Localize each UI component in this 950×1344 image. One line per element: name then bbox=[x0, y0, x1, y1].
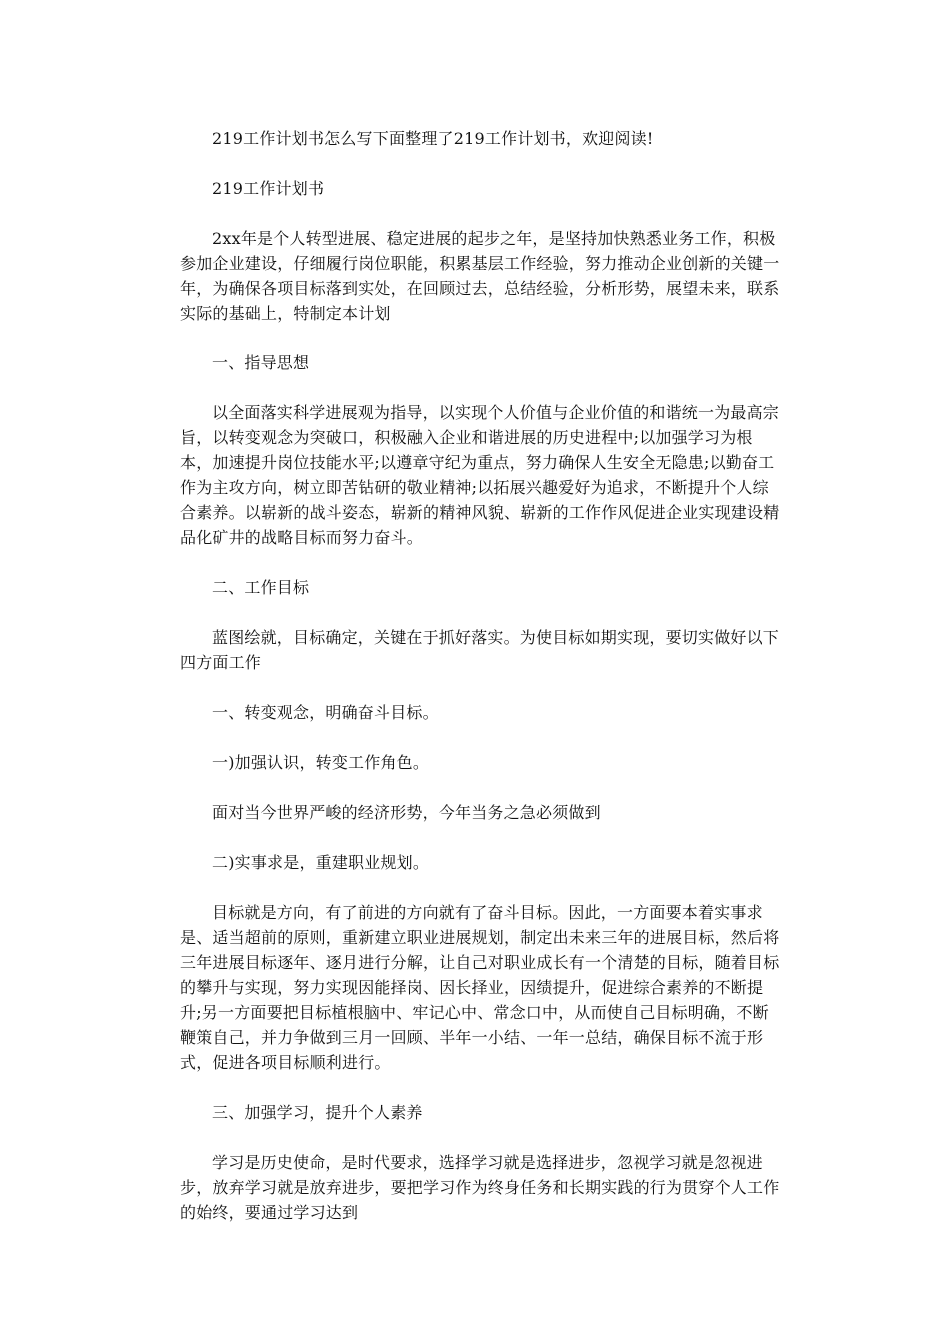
document-title: 219工作计划书 bbox=[212, 179, 325, 198]
subheading-change-mindset: 一、转变观念，明确奋斗目标。 bbox=[212, 703, 439, 722]
subheading-strengthen-awareness: 一)加强认识，转变工作角色。 bbox=[212, 753, 430, 772]
intro-line: 219工作计划书怎么写下面整理了219工作计划书，欢迎阅读! bbox=[212, 129, 654, 148]
opening-paragraph: 2xx年是个人转型进展、稳定进展的起步之年，是坚持加快熟悉业务工作，积极参加企业建设，仔细履行岗位职能，积累基层工作经验，努力推动企业创新的关键一年，为确保各项目标落到实处，在回顾过去，总结经验，分析形势，展望未来，联系实际的基础上，特制定本计划 bbox=[180, 229, 780, 323]
guiding-thought-paragraph: 以全面落实科学进展观为指导，以实现个人价值与企业价值的和谐统一为最高宗旨，以转变观念为突破口，积极融入企业和谐进展的历史进程中;以加强学习为根本，加速提升岗位技能水平;以遵章守纪为重点，努力确保人生安全无隐患;以勤奋工作为主攻方向，树立即苦钻研的敬业精神;以拓展兴趣爱好为追求，不断提升个人综合素养。以崭新的战斗姿态，崭新的精神风貌、崭新的工作作风促进企业实现建设精品化矿井的战略目标而努力奋斗。 bbox=[180, 403, 780, 547]
section-heading-guiding-thought: 一、指导思想 bbox=[212, 353, 310, 372]
section-heading-learning: 三、加强学习，提升个人素养 bbox=[212, 1103, 423, 1122]
work-goals-paragraph: 蓝图绘就，目标确定，关键在于抓好落实。为使目标如期实现，要切实做好以下四方面工作 bbox=[180, 628, 780, 672]
subheading-career-planning: 二)实事求是，重建职业规划。 bbox=[212, 853, 430, 872]
career-planning-paragraph: 目标就是方向，有了前进的方向就有了奋斗目标。因此，一方面要本着实事求是、适当超前的原则，重新建立职业进展规划，制定出未来三年的进展目标，然后将三年进展目标逐年、逐月进行分解，让自己对职业成长有一个清楚的目标，随着目标的攀升与实现，努力实现因能择岗、因长择业，因绩提升，促进综合素养的不断提升;另一方面要把目标植根脑中、牢记心中、常念口中，从而使自己目标明确，不断鞭策自己，并力争做到三月一回顾、半年一小结、一年一总结，确保目标不流于形式，促进各项目标顺利进行。 bbox=[180, 903, 780, 1072]
economic-situation-paragraph: 面对当今世界严峻的经济形势，今年当务之急必须做到 bbox=[212, 803, 601, 822]
learning-paragraph: 学习是历史使命，是时代要求，选择学习就是选择进步，忽视学习就是忽视进步，放弃学习就是放弃进步，要把学习作为终身任务和长期实践的行为贯穿个人工作的始终，要通过学习达到 bbox=[180, 1153, 780, 1222]
section-heading-work-goals: 二、工作目标 bbox=[212, 578, 310, 597]
